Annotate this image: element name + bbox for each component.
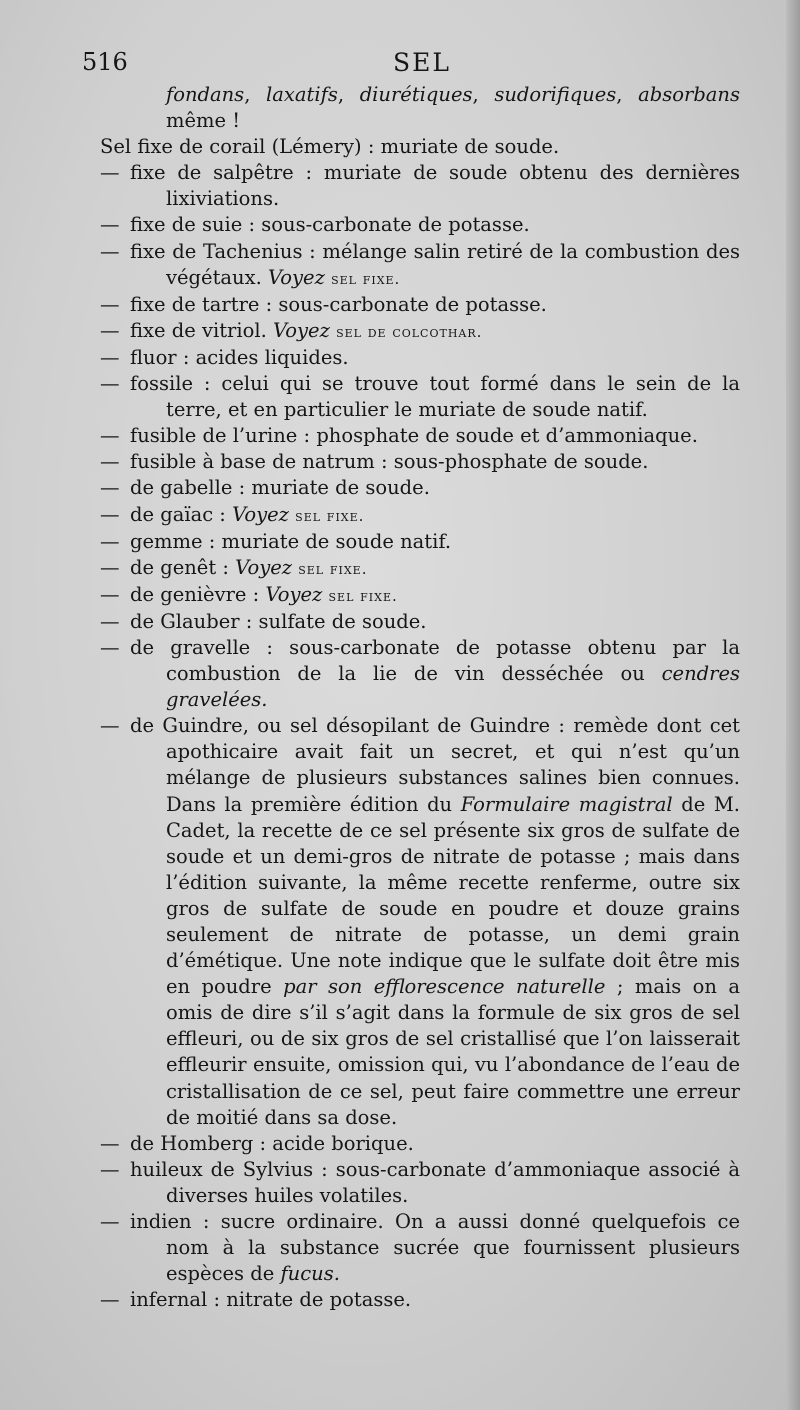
entry-text: de genièvre : — [130, 582, 266, 606]
dictionary-entry — [100, 292, 740, 318]
entry-dash: — — [100, 450, 120, 474]
entry-dash: — — [100, 635, 120, 659]
entry-text: , — [616, 83, 639, 106]
entry-dash: — — [100, 292, 120, 316]
entry-text: ; mais on a omis de dire s’il s’agit dans la formule de six gros de sel effleuri, ou de six gros de sel cristallisé que l’on laisserait effleurir ensuite, omission qui, vu l’abondance de l’eau de cristallisation de ce sel, peut faire commettre une erreur de moitié dans sa dose. — [166, 975, 741, 1129]
small-caps-ref: sel de colcothar. — [336, 322, 483, 341]
entry-text: de Guindre, ou sel désopilant de Guindre : remède dont cet apothicaire avait fait un secret, et qui n’est qu’un mélange de plusieurs substances salines bien connues. Dans la première édition du — [130, 714, 740, 816]
entry-text: de M. Cadet, la recette de ce sel présente six gros de sulfate de soude et un demi-gros de nitrate de potasse ; mais dans l’édition suivante, la même recette renferme, outre six gros de sulfate de soude en poudre et douze grains seulement de nitrate de potasse, un demi grain d’émétique. Une note indique que le sulfate doit être mis en poudre — [166, 792, 740, 999]
entry-text: fixe de tartre : sous-carbonate de potasse. — [130, 292, 547, 316]
entry-dash: — — [100, 502, 120, 526]
dictionary-entry — [100, 502, 740, 529]
dictionary-entry — [100, 239, 740, 292]
entry-dash: — — [100, 555, 120, 579]
entry-dash: — — [100, 1131, 120, 1155]
italic-text: fucus. — [280, 1262, 340, 1286]
entry-text: huileux de Sylvius : sous-carbonate d’ammoniaque associé à diverses huiles volatiles. — [130, 1157, 740, 1207]
entry-text: gemme : muriate de soude natif. — [130, 529, 452, 553]
entry-dash: — — [100, 476, 120, 500]
entry-text: fixe de suie : sous-carbonate de potasse. — [130, 213, 530, 237]
italic-text: Voyez — [268, 265, 325, 289]
entry-dash: — — [100, 345, 120, 369]
entry-dash: — — [100, 582, 120, 606]
dictionary-entry — [100, 371, 740, 423]
dictionary-entry — [100, 449, 740, 475]
italic-text: Voyez — [265, 582, 323, 606]
italic-text: Formulaire magistral — [460, 792, 673, 816]
small-caps-ref: sel fixe. — [328, 586, 398, 605]
entry-text: , — [244, 83, 267, 106]
entry-dash: — — [100, 239, 120, 263]
entry-dash: — — [100, 161, 120, 185]
entry-text: fixe de Tachenius : mélange salin retiré de la combustion des végétaux. — [130, 239, 740, 289]
entry-text: fusible de l’urine : phosphate de soude et d’ammoniaque. — [130, 424, 698, 448]
italic-text: Voyez — [272, 318, 330, 342]
dictionary-entry — [100, 1131, 740, 1157]
entry-text: , — [472, 83, 495, 106]
entry-dash: — — [100, 372, 120, 396]
dictionary-text — [100, 82, 740, 1313]
entry-dash: — — [100, 424, 120, 448]
dictionary-entry — [100, 212, 740, 238]
entry-text: même ! — [166, 109, 241, 133]
entry-text: Sel fixe de corail (Lémery) : muriate de soude. — [100, 135, 560, 159]
entry-text: de Glauber : sulfate de soude. — [130, 609, 427, 633]
dictionary-entry — [100, 529, 740, 555]
small-caps-ref: sel fixe. — [295, 506, 365, 525]
dictionary-entry — [100, 635, 740, 713]
dictionary-entry — [100, 713, 740, 1131]
dictionary-entry — [100, 423, 740, 449]
italic-text: Voyez — [232, 502, 289, 526]
entry-dash: — — [100, 1157, 120, 1181]
entry-text: de gaïac : — [130, 502, 233, 526]
dictionary-entry — [100, 345, 740, 371]
small-caps-ref: sel fixe. — [298, 559, 368, 578]
page-number: 516 — [82, 48, 128, 76]
page-header — [82, 48, 742, 82]
dictionary-entry — [100, 609, 740, 635]
running-head: SEL — [393, 48, 451, 77]
entry-text: fusible à base de natrum : sous-phosphate de soude. — [130, 450, 649, 474]
dictionary-entry — [100, 555, 740, 582]
dictionary-entry — [100, 1209, 740, 1287]
dictionary-entry — [100, 318, 740, 345]
entry-text: infernal : nitrate de potasse. — [130, 1288, 412, 1312]
entry-dash: — — [100, 1210, 120, 1234]
page-edge — [786, 0, 800, 1410]
italic-text: fondans — [166, 83, 245, 106]
italic-text: absorbans — [638, 83, 740, 106]
italic-text: diurétiques — [359, 83, 473, 106]
dictionary-entry — [100, 160, 740, 212]
italic-text: par son efflorescence naturelle — [283, 975, 606, 999]
entry-dash: — — [100, 213, 120, 237]
entry-text: fossile : celui qui se trouve tout formé dans le sein de la terre, et en particulier le muriate de soude natif. — [130, 372, 740, 422]
dictionary-entry — [100, 1157, 740, 1209]
entry-dash: — — [100, 529, 120, 553]
italic-text: sudorifiques — [494, 83, 617, 106]
dictionary-entry — [100, 582, 740, 609]
dictionary-entry — [100, 475, 740, 501]
entry-text: , — [337, 83, 360, 106]
entry-dash: — — [100, 609, 120, 633]
dictionary-entry — [100, 82, 740, 134]
italic-text: laxatifs — [266, 83, 338, 106]
italic-text: Voyez — [235, 555, 293, 579]
entry-dash: — — [100, 1288, 120, 1312]
entry-dash: — — [100, 318, 120, 342]
dictionary-entry — [100, 1287, 740, 1313]
entry-text: de gabelle : muriate de soude. — [130, 476, 430, 500]
dictionary-entry — [100, 134, 740, 160]
entry-text: de genêt : — [130, 555, 236, 579]
entry-text: fluor : acides liquides. — [130, 345, 349, 369]
entry-text: fixe de vitriol. — [130, 318, 273, 342]
italic-text: cendres gravelées. — [166, 662, 740, 712]
entry-dash: — — [100, 714, 120, 738]
entry-text: fixe de salpêtre : muriate de soude obtenu des dernières lixiviations. — [130, 161, 740, 211]
entry-text: indien : sucre ordinaire. On a aussi donné quelquefois ce nom à la substance sucrée que fournissent plusieurs espèces de — [130, 1210, 740, 1286]
entry-text: de gravelle : sous-carbonate de potasse obtenu par la combustion de la lie de vin desséchée ou — [130, 635, 740, 686]
entry-text: de Homberg : acide borique. — [130, 1131, 414, 1155]
small-caps-ref: sel fixe. — [331, 269, 401, 288]
